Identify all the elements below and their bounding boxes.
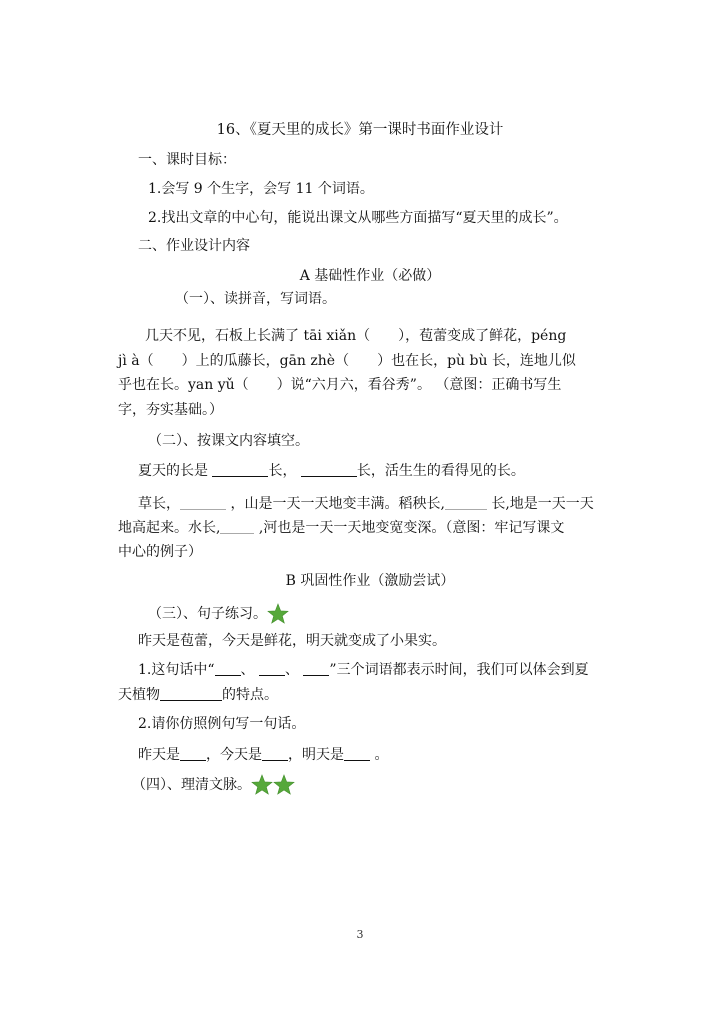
part3-q1-line-1 [138, 660, 589, 680]
objective-1: 1.会写 9 个生字，会写 11 个词语。 [148, 181, 374, 197]
q-text: 、 [284, 662, 299, 678]
q-text: ”三个词语都表示时间，我们可以体会到夏 [329, 662, 589, 678]
part2-heading: （二）、按课文内容填空。 [148, 433, 309, 449]
page-number: 3 [356, 928, 364, 941]
q-text: 。 [374, 747, 389, 763]
fill-blank-4[interactable] [445, 495, 487, 510]
part2-para-line-1 [138, 494, 594, 514]
part3-heading-line [148, 603, 289, 625]
fill-text: ,河也是一天一天地变宽变深。（意图：牢记写课文 [258, 520, 565, 536]
q-text: 1.这句话中“ [138, 662, 215, 678]
q-text: 的特点。 [222, 687, 278, 703]
q2-blank-1[interactable] [180, 746, 206, 761]
fill-text: 地高起来。水长, [118, 520, 221, 536]
part2-para-line-3: 中心的例子） [118, 544, 202, 560]
section-b-heading: B 巩固性作业（激励尝试） [285, 573, 455, 589]
q-text: ，今天是 [206, 747, 262, 763]
q-text: 、 [240, 662, 255, 678]
fill-text: 长，活生生的看得见的长。 [356, 463, 525, 479]
design-heading: 二、作业设计内容 [138, 238, 250, 254]
fill-blank-3[interactable] [180, 495, 226, 510]
objectives-heading: 一、课时目标： [138, 152, 236, 168]
part1-line-1: 几天不见，石板上长满了 tāi xiǎn（ ），苞蕾变成了鲜花，péng [145, 328, 567, 344]
part1-heading: （一）、读拼音，写词语。 [175, 291, 336, 307]
part4-heading-line [132, 774, 295, 796]
part1-line-3: 乎也在长。yan yǔ（ ）说“六月六，看谷秀”。 （意图：正确书写生 [118, 377, 562, 393]
section-a-heading: A 基础性作业（必做） [299, 268, 441, 284]
q-text: ，明天是 [288, 747, 344, 763]
star-icon [273, 774, 295, 796]
q-text: 昨天是 [138, 747, 180, 763]
part2-fill-line [138, 461, 525, 481]
fill-text: 草长， [138, 496, 180, 512]
q2-blank-3[interactable] [344, 746, 370, 761]
part3-q1-line-2 [118, 685, 278, 705]
q2-blank-2[interactable] [262, 746, 288, 761]
part3-q2: 2.请你仿照例句写一句话。 [138, 716, 306, 732]
star-icon [251, 774, 273, 796]
star-icon [267, 603, 289, 625]
part3-example: 昨天是苞蕾，今天是鲜花，明天就变成了小果实。 [138, 633, 446, 649]
q1-blank-3[interactable] [303, 661, 329, 676]
q1-blank-4[interactable] [160, 686, 222, 701]
q-text: 天植物 [118, 687, 160, 703]
part1-line-4: 字，夯实基础。） [118, 402, 223, 418]
fill-text: ，山是一天一天地变丰满。稻秧长, [230, 496, 445, 512]
objective-2: 2.找出文章的中心句，能说出课文从哪些方面描写“夏天里的成长”。 [148, 210, 568, 226]
part3-q2-fill [138, 745, 388, 765]
q1-blank-2[interactable] [259, 661, 285, 676]
fill-blank-5[interactable] [220, 519, 254, 534]
part2-para-line-2 [118, 518, 564, 538]
part1-line-2: jì à（ ）上的瓜藤长，gān zhè（ ）也在长，pù bù 长，连地儿似 [118, 353, 576, 369]
page-title: 16、《夏天里的成长》第一课时书面作业设计 [216, 122, 504, 138]
fill-text: 夏天的长是 [138, 463, 208, 479]
part4-heading: （四）、理清文脉。 [132, 777, 251, 793]
q1-blank-1[interactable] [215, 661, 241, 676]
fill-blank-2[interactable] [301, 462, 357, 477]
fill-text: 长,地是一天一天 [491, 496, 594, 512]
fill-blank-1[interactable] [212, 462, 268, 477]
fill-text: 长， [268, 463, 297, 479]
part3-heading: （三）、句子练习。 [148, 606, 267, 622]
